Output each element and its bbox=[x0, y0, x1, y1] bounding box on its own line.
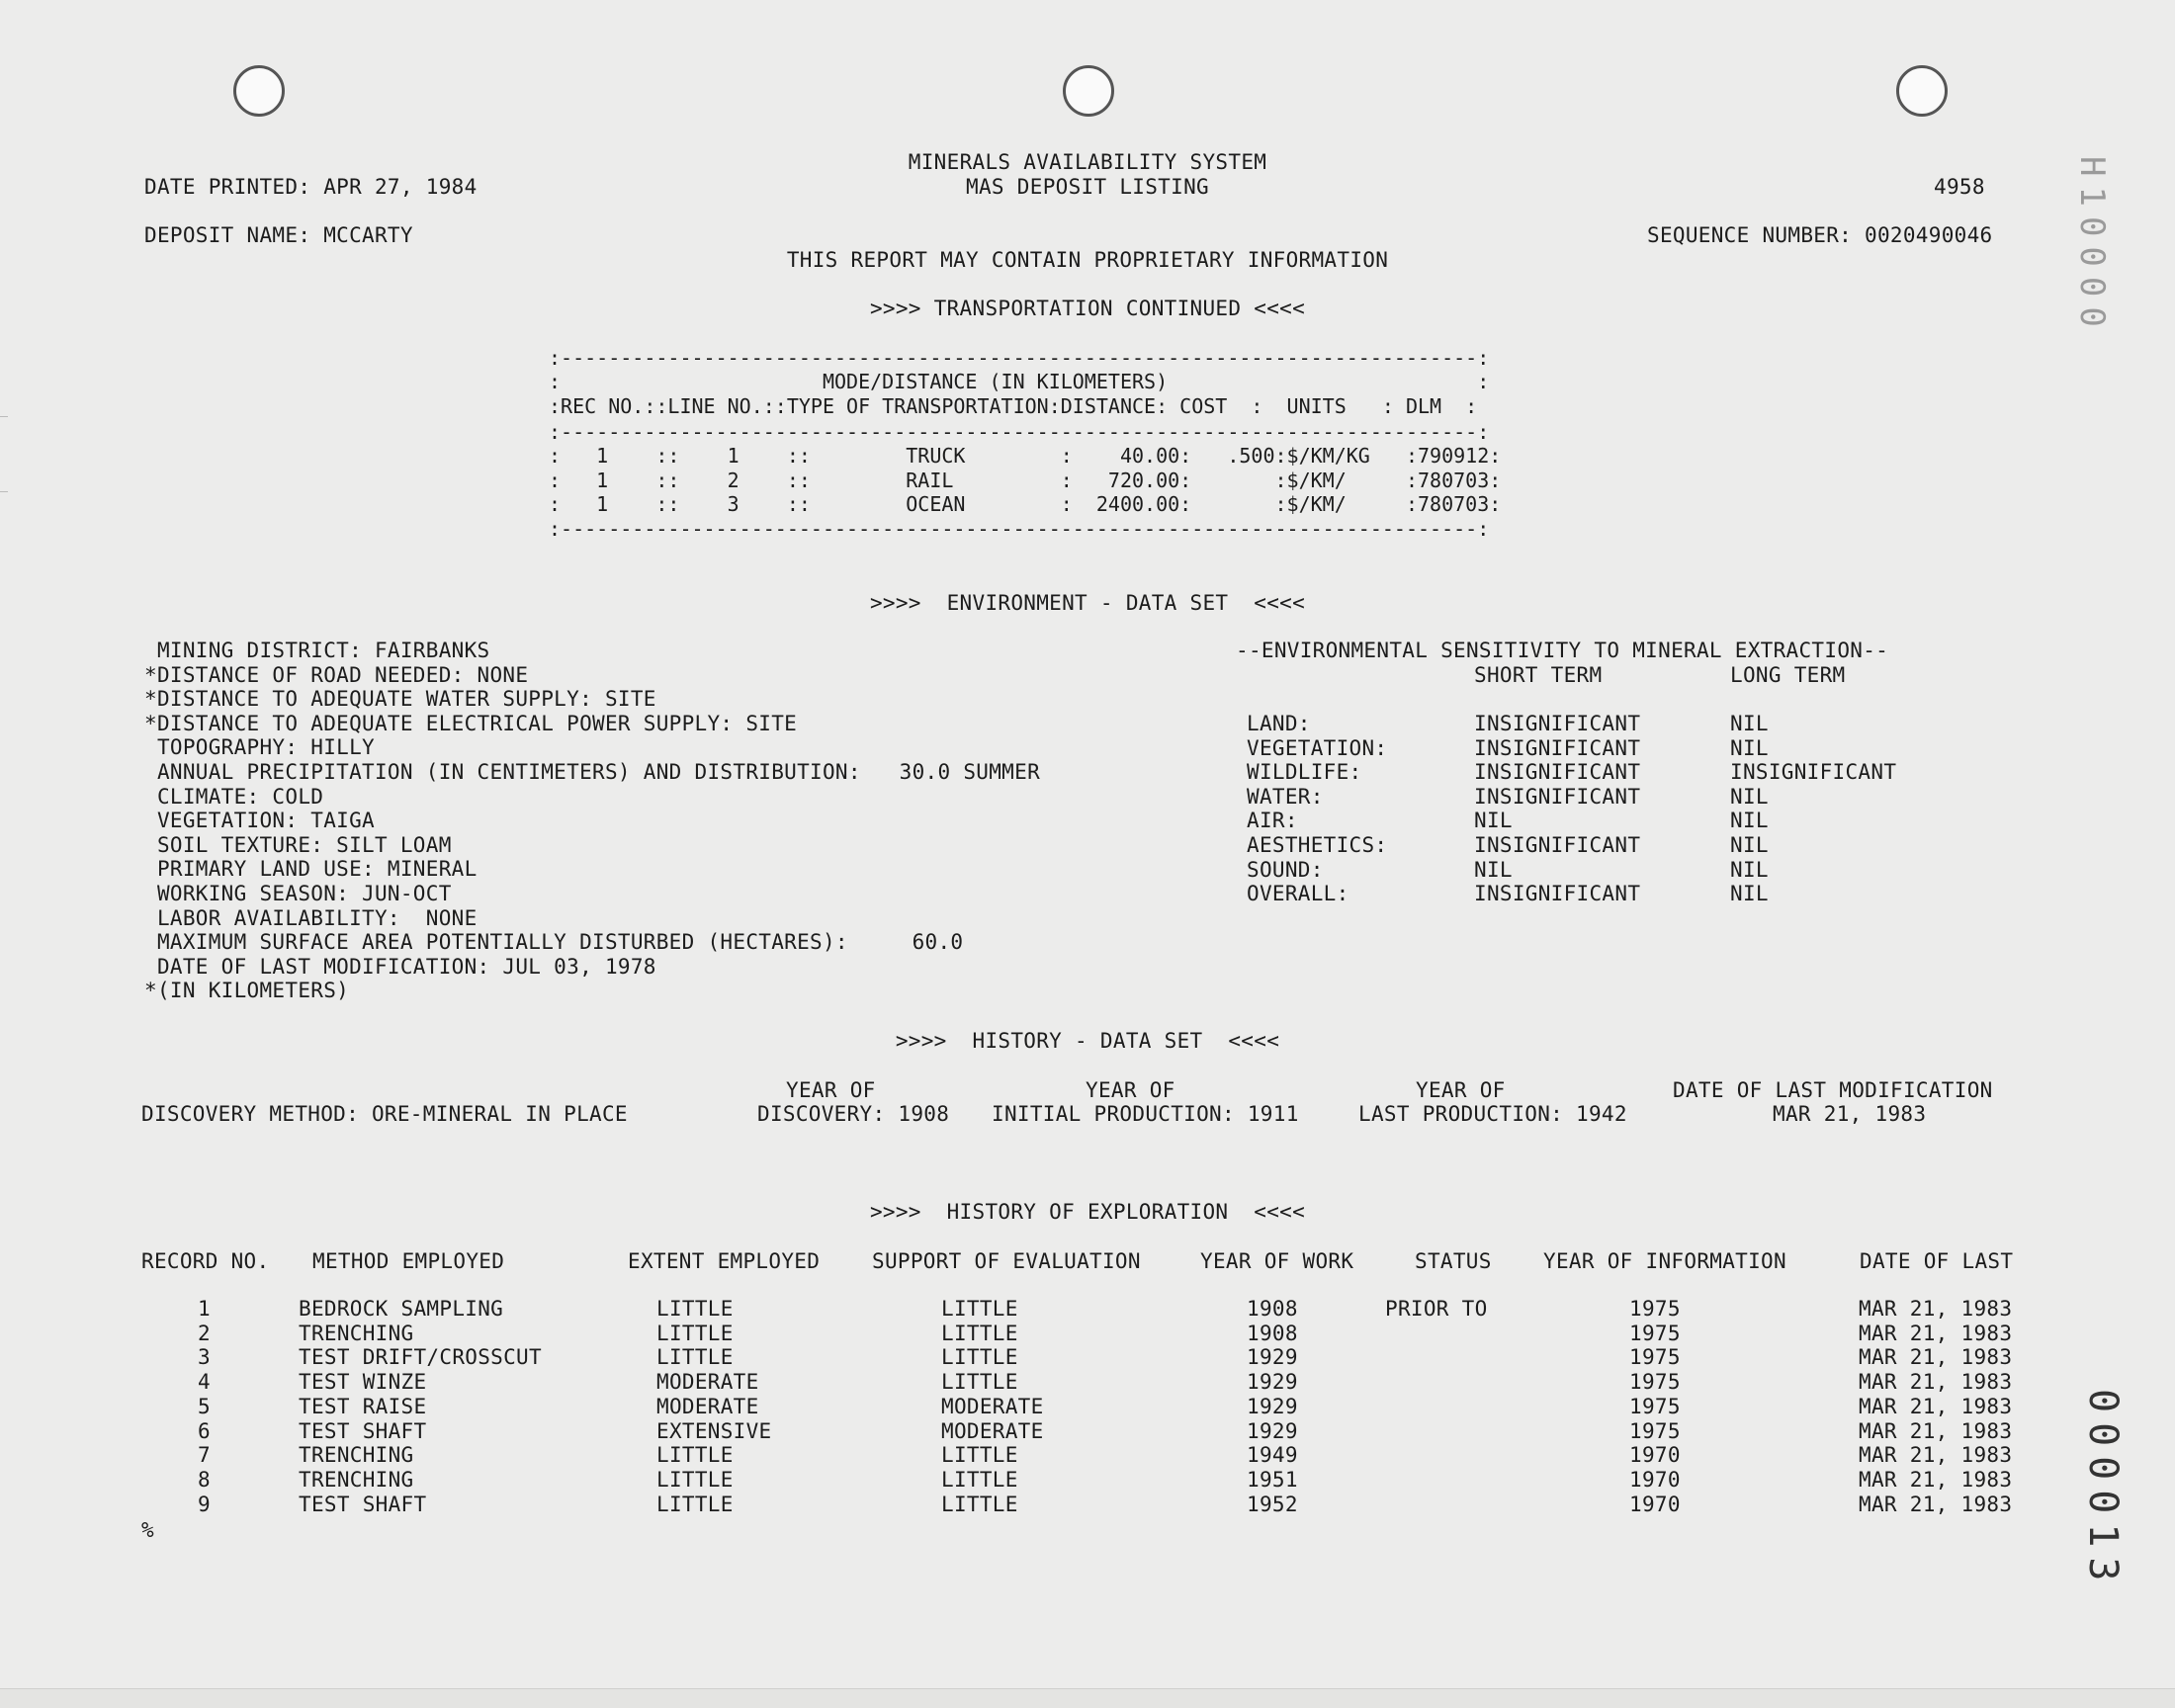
exploration-date-of-last: MAR 21, 1983 bbox=[1859, 1345, 2013, 1370]
listing-title: MAS DEPOSIT LISTING bbox=[966, 175, 1209, 199]
discovery-year: DISCOVERY: 1908 bbox=[757, 1102, 950, 1126]
exploration-year-of-work: 1929 bbox=[1247, 1345, 1298, 1370]
exploration-record-no: 2 bbox=[198, 1321, 211, 1345]
exploration-extent: LITTLE bbox=[656, 1492, 734, 1516]
environment-line: DATE OF LAST MODIFICATION: JUL 03, 1978 bbox=[144, 954, 656, 979]
exploration-column-header: RECORD NO. bbox=[141, 1249, 270, 1273]
transportation-line: :-----------------------------------------------------------------------------: bbox=[549, 420, 1490, 444]
transportation-line: :-----------------------------------------------------------------------------: bbox=[549, 517, 1490, 541]
sensitivity-long-term: NIL bbox=[1730, 857, 1769, 882]
transportation-heading: >>>> TRANSPORTATION CONTINUED <<<< bbox=[869, 297, 1306, 320]
exploration-record-no: 8 bbox=[198, 1467, 211, 1492]
transportation-line: : 1 :: 1 :: TRUCK : 40.00: .500:$/KM/KG :790912: bbox=[549, 444, 1502, 468]
exploration-date-of-last: MAR 21, 1983 bbox=[1859, 1443, 2013, 1468]
exploration-year-of-work: 1949 bbox=[1247, 1443, 1298, 1468]
proprietary-notice: THIS REPORT MAY CONTAIN PROPRIETARY INFORMATION bbox=[786, 248, 1389, 272]
sensitivity-long-term: INSIGNIFICANT bbox=[1730, 760, 1897, 785]
environment-line: TOPOGRAPHY: HILLY bbox=[144, 735, 375, 760]
exploration-record-no: 5 bbox=[198, 1394, 211, 1418]
date-last-mod-label: DATE OF LAST MODIFICATION bbox=[1673, 1078, 1993, 1102]
exploration-method: TEST SHAFT bbox=[299, 1492, 427, 1516]
sequence-number: SEQUENCE NUMBER: 0020490046 bbox=[1647, 223, 1993, 247]
sensitivity-label: VEGETATION: bbox=[1247, 735, 1388, 760]
exploration-extent: EXTENSIVE bbox=[656, 1418, 772, 1443]
exploration-extent: MODERATE bbox=[656, 1394, 759, 1418]
exploration-year-of-info: 1975 bbox=[1629, 1321, 1681, 1345]
environment-line: VEGETATION: TAIGA bbox=[144, 809, 375, 833]
exploration-year-of-work: 1908 bbox=[1247, 1297, 1298, 1321]
history-heading: >>>> HISTORY - DATA SET <<<< bbox=[895, 1029, 1280, 1053]
sensitivity-long-term: NIL bbox=[1730, 809, 1769, 833]
exploration-year-of-work: 1952 bbox=[1247, 1492, 1298, 1516]
exploration-extent: LITTLE bbox=[656, 1321, 734, 1345]
margin-stamp-bottom: 000013 bbox=[2080, 1389, 2126, 1591]
system-title: MINERALS AVAILABILITY SYSTEM bbox=[908, 150, 1267, 174]
long-term-header: LONG TERM bbox=[1730, 663, 1846, 687]
sensitivity-label: OVERALL: bbox=[1247, 882, 1349, 906]
sensitivity-label: WATER: bbox=[1247, 784, 1324, 809]
exploration-record-no: 4 bbox=[198, 1370, 211, 1395]
page-number: 4958 bbox=[1934, 175, 1985, 199]
exploration-year-of-info: 1970 bbox=[1629, 1467, 1681, 1492]
transportation-line: : 1 :: 2 :: RAIL : 720.00: :$/KM/ :780703: bbox=[549, 469, 1502, 492]
sensitivity-label: WILDLIFE: bbox=[1247, 760, 1362, 785]
exploration-year-of-work: 1951 bbox=[1247, 1467, 1298, 1492]
exploration-record-no: 3 bbox=[198, 1345, 211, 1370]
sensitivity-long-term: NIL bbox=[1730, 833, 1769, 857]
exploration-extent: LITTLE bbox=[656, 1297, 734, 1321]
exploration-record-no: 1 bbox=[198, 1297, 211, 1321]
initial-production-year: INITIAL PRODUCTION: 1911 bbox=[992, 1102, 1299, 1126]
transportation-line: :REC NO.::LINE NO.::TYPE OF TRANSPORTATION:DISTANCE: COST : UNITS : DLM : bbox=[549, 394, 1478, 418]
exploration-record-no: 7 bbox=[198, 1443, 211, 1468]
environment-line: *DISTANCE TO ADEQUATE ELECTRICAL POWER SUPPLY: SITE bbox=[144, 711, 798, 735]
exploration-year-of-info: 1970 bbox=[1629, 1443, 1681, 1468]
footer-mark: % bbox=[141, 1518, 154, 1542]
exploration-column-header: SUPPORT OF EVALUATION bbox=[872, 1249, 1141, 1273]
exploration-year-of-info: 1975 bbox=[1629, 1418, 1681, 1443]
exploration-status: PRIOR TO bbox=[1385, 1297, 1488, 1321]
sensitivity-label: AESTHETICS: bbox=[1247, 833, 1388, 857]
sensitivity-long-term: NIL bbox=[1730, 735, 1769, 760]
exploration-support: MODERATE bbox=[941, 1418, 1044, 1443]
exploration-support: LITTLE bbox=[941, 1345, 1018, 1370]
sensitivity-short-term: INSIGNIFICANT bbox=[1474, 712, 1641, 735]
exploration-date-of-last: MAR 21, 1983 bbox=[1859, 1467, 2013, 1492]
exploration-date-of-last: MAR 21, 1983 bbox=[1859, 1394, 2013, 1418]
sensitivity-short-term: INSIGNIFICANT bbox=[1474, 760, 1641, 785]
exploration-year-of-work: 1929 bbox=[1247, 1394, 1298, 1418]
exploration-extent: LITTLE bbox=[656, 1467, 734, 1492]
deposit-name: DEPOSIT NAME: MCCARTY bbox=[144, 223, 413, 247]
edge-mark bbox=[0, 416, 8, 417]
exploration-method: TEST DRIFT/CROSSCUT bbox=[299, 1345, 542, 1370]
sensitivity-short-term: INSIGNIFICANT bbox=[1474, 882, 1641, 906]
exploration-support: MODERATE bbox=[941, 1394, 1044, 1418]
transportation-line: : MODE/DISTANCE (IN KILOMETERS) : bbox=[549, 370, 1490, 393]
exploration-date-of-last: MAR 21, 1983 bbox=[1859, 1492, 2013, 1516]
exploration-method: TEST SHAFT bbox=[299, 1418, 427, 1443]
sensitivity-label: SOUND: bbox=[1247, 857, 1324, 882]
environment-line: *DISTANCE TO ADEQUATE WATER SUPPLY: SITE bbox=[144, 687, 656, 712]
exploration-heading: >>>> HISTORY OF EXPLORATION <<<< bbox=[869, 1200, 1306, 1224]
exploration-record-no: 6 bbox=[198, 1418, 211, 1443]
exploration-support: LITTLE bbox=[941, 1297, 1018, 1321]
sensitivity-label: LAND: bbox=[1247, 712, 1311, 735]
exploration-date-of-last: MAR 21, 1983 bbox=[1859, 1370, 2013, 1395]
environment-line: PRIMARY LAND USE: MINERAL bbox=[144, 857, 478, 882]
sensitivity-short-term: INSIGNIFICANT bbox=[1474, 833, 1641, 857]
exploration-year-of-info: 1970 bbox=[1629, 1492, 1681, 1516]
exploration-year-of-info: 1975 bbox=[1629, 1370, 1681, 1395]
exploration-column-header: EXTENT EMPLOYED bbox=[628, 1249, 821, 1273]
exploration-support: LITTLE bbox=[941, 1492, 1018, 1516]
transportation-line: : 1 :: 3 :: OCEAN : 2400.00: :$/KM/ :780703: bbox=[549, 492, 1502, 516]
transportation-line: :-----------------------------------------------------------------------------: bbox=[549, 346, 1490, 370]
sensitivity-title: --ENVIRONMENTAL SENSITIVITY TO MINERAL EXTRACTION-- bbox=[1236, 639, 1889, 662]
date-printed: DATE PRINTED: APR 27, 1984 bbox=[144, 175, 478, 199]
sensitivity-long-term: NIL bbox=[1730, 712, 1769, 735]
sensitivity-long-term: NIL bbox=[1730, 882, 1769, 906]
punch-hole bbox=[233, 65, 285, 117]
exploration-year-of-info: 1975 bbox=[1629, 1394, 1681, 1418]
environment-line: MINING DISTRICT: FAIRBANKS bbox=[144, 639, 490, 662]
exploration-extent: MODERATE bbox=[656, 1370, 759, 1395]
environment-line: CLIMATE: COLD bbox=[144, 784, 324, 809]
sensitivity-short-term: INSIGNIFICANT bbox=[1474, 735, 1641, 760]
punch-hole bbox=[1063, 65, 1114, 117]
environment-line: LABOR AVAILABILITY: NONE bbox=[144, 905, 478, 930]
exploration-column-header: DATE OF LAST bbox=[1860, 1249, 2014, 1273]
exploration-column-header: METHOD EMPLOYED bbox=[312, 1249, 505, 1273]
exploration-year-of-info: 1975 bbox=[1629, 1345, 1681, 1370]
exploration-method: TRENCHING bbox=[299, 1443, 414, 1468]
exploration-column-header: YEAR OF WORK bbox=[1200, 1249, 1354, 1273]
exploration-column-header: STATUS bbox=[1415, 1249, 1492, 1273]
exploration-date-of-last: MAR 21, 1983 bbox=[1859, 1297, 2013, 1321]
punch-hole bbox=[1896, 65, 1948, 117]
discovery-method: DISCOVERY METHOD: ORE-MINERAL IN PLACE bbox=[141, 1102, 628, 1126]
exploration-method: TEST WINZE bbox=[299, 1370, 427, 1395]
environment-line: *(IN KILOMETERS) bbox=[144, 979, 350, 1003]
exploration-year-of-work: 1929 bbox=[1247, 1418, 1298, 1443]
environment-line: SOIL TEXTURE: SILT LOAM bbox=[144, 832, 452, 857]
exploration-support: LITTLE bbox=[941, 1321, 1018, 1345]
exploration-extent: LITTLE bbox=[656, 1443, 734, 1468]
sensitivity-short-term: INSIGNIFICANT bbox=[1474, 784, 1641, 809]
exploration-support: LITTLE bbox=[941, 1370, 1018, 1395]
environment-line: ANNUAL PRECIPITATION (IN CENTIMETERS) AND DISTRIBUTION: 30.0 SUMMER bbox=[144, 760, 1041, 784]
exploration-method: BEDROCK SAMPLING bbox=[299, 1297, 504, 1321]
exploration-method: TRENCHING bbox=[299, 1321, 414, 1345]
year-of-label: YEAR OF bbox=[1416, 1078, 1506, 1102]
exploration-year-of-work: 1929 bbox=[1247, 1370, 1298, 1395]
exploration-year-of-info: 1975 bbox=[1629, 1297, 1681, 1321]
short-term-header: SHORT TERM bbox=[1474, 663, 1603, 687]
year-of-label: YEAR OF bbox=[786, 1078, 876, 1102]
date-last-mod: MAR 21, 1983 bbox=[1773, 1102, 1927, 1126]
exploration-support: LITTLE bbox=[941, 1467, 1018, 1492]
exploration-extent: LITTLE bbox=[656, 1345, 734, 1370]
exploration-method: TRENCHING bbox=[299, 1467, 414, 1492]
sensitivity-short-term: NIL bbox=[1474, 809, 1513, 833]
exploration-date-of-last: MAR 21, 1983 bbox=[1859, 1418, 2013, 1443]
exploration-method: TEST RAISE bbox=[299, 1394, 427, 1418]
exploration-year-of-work: 1908 bbox=[1247, 1321, 1298, 1345]
margin-stamp-top: H10000 bbox=[2072, 156, 2112, 337]
edge-mark bbox=[0, 491, 8, 492]
environment-heading: >>>> ENVIRONMENT - DATA SET <<<< bbox=[869, 591, 1306, 615]
exploration-support: LITTLE bbox=[941, 1443, 1018, 1468]
year-of-label: YEAR OF bbox=[1086, 1078, 1175, 1102]
sensitivity-label: AIR: bbox=[1247, 809, 1298, 833]
sensitivity-long-term: NIL bbox=[1730, 784, 1769, 809]
exploration-date-of-last: MAR 21, 1983 bbox=[1859, 1321, 2013, 1345]
exploration-column-header: YEAR OF INFORMATION bbox=[1543, 1249, 1786, 1273]
exploration-record-no: 9 bbox=[198, 1492, 211, 1516]
environment-line: *DISTANCE OF ROAD NEEDED: NONE bbox=[144, 662, 529, 687]
last-production-year: LAST PRODUCTION: 1942 bbox=[1358, 1102, 1627, 1126]
sensitivity-short-term: NIL bbox=[1474, 857, 1513, 882]
environment-line: MAXIMUM SURFACE AREA POTENTIALLY DISTURBED (HECTARES): 60.0 bbox=[144, 930, 964, 955]
environment-line: WORKING SEASON: JUN-OCT bbox=[144, 882, 452, 905]
